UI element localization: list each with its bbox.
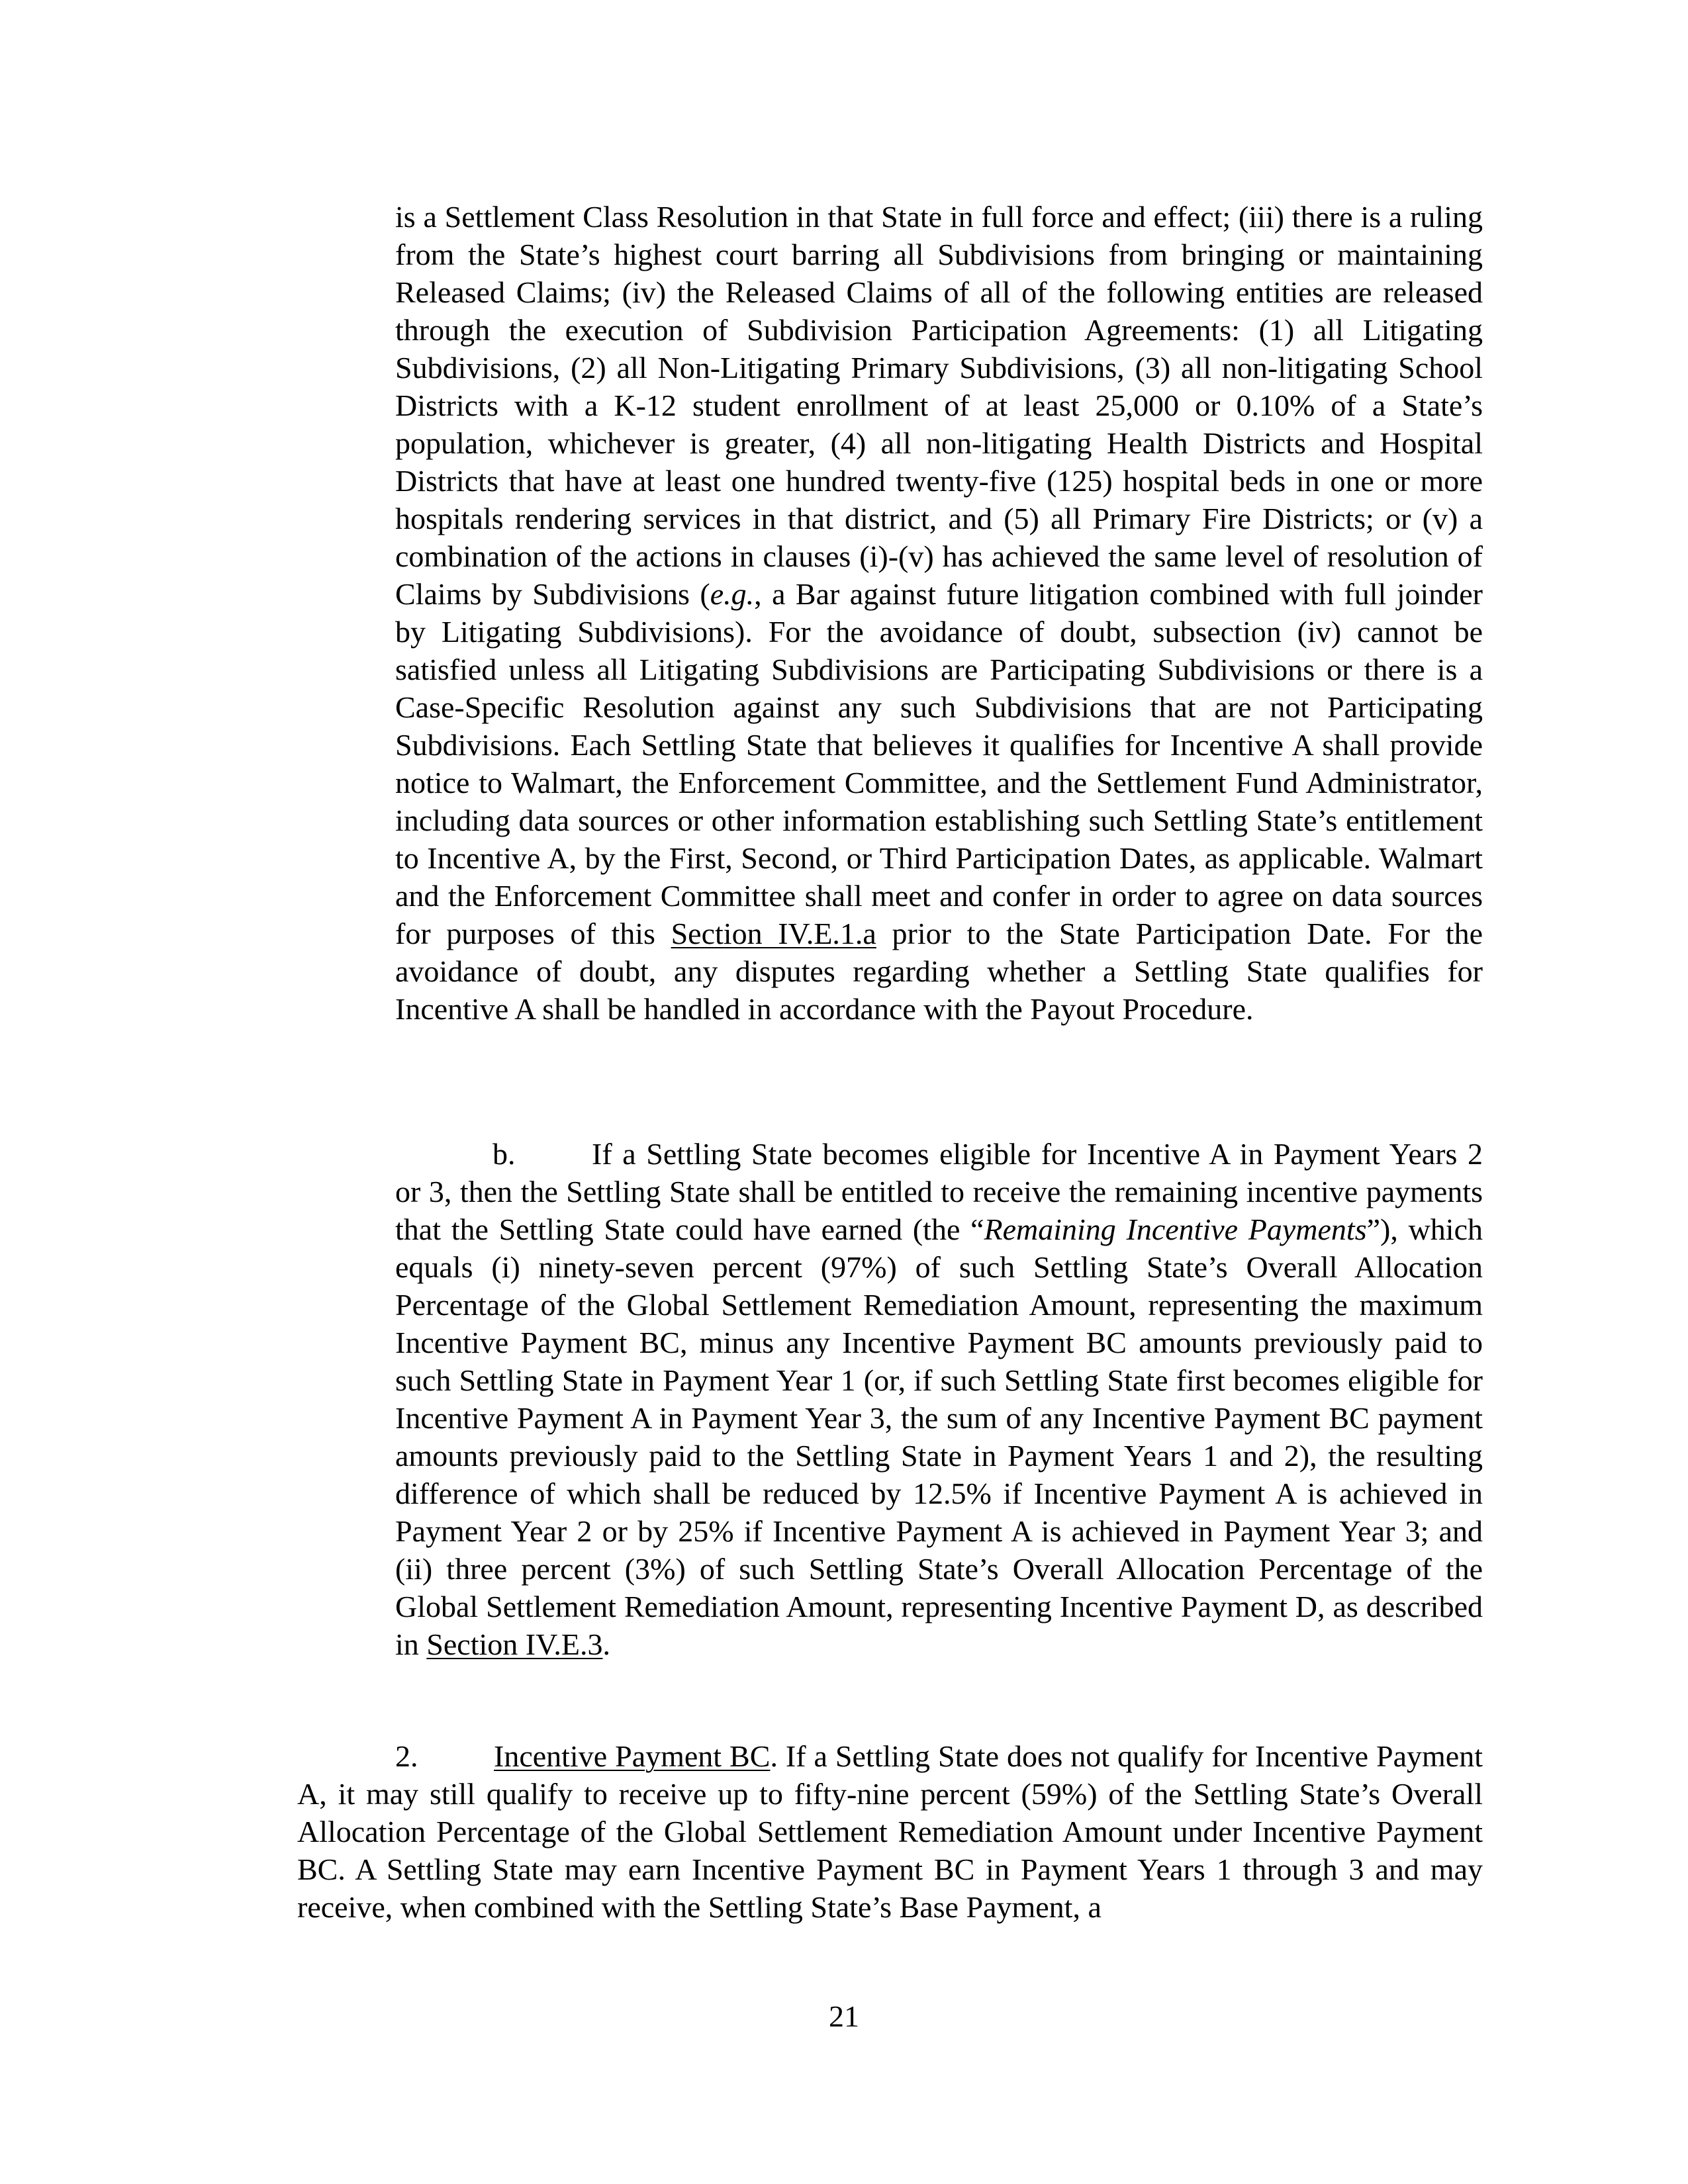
italic-abbreviation: e.g.	[710, 577, 755, 611]
paragraph-text: is a Settlement Class Resolution in that State in full force and effect; (iii) there is a ruling from the State’s highest court barring all Subdivisions from bringing or maintaining Released Claims; (iv) the Released Claims of all of the following entities are released through the execution of Subdivision Participation Agreements: (1) all Litigating Subdivisions, (2) all Non-Litigating Primary Subdivisions, (3) all non-litigating School Districts with a K-12 student enrollment of at least 25,000 or 0.10% of a State’s population, whichever is greater, (4) all non-litigating Health Districts and Hospital Districts that have at least one hundred twenty-five (125) hospital beds in one or more hospitals rendering services in that district, and (5) all Primary Fire Districts; or (v) a combination of the actions in clauses (i)-(v) has achieved the same level of resolution of Claims by Subdivisions (	[395, 200, 1483, 611]
paragraph-label: 2.	[395, 1739, 418, 1773]
page-number: 21	[829, 1999, 859, 2033]
paragraph-text: , a Bar against future litigation combined with full joinder by Litigating Subdivisions). For the avoidance of doubt, subsection (iv) cannot be satisfied unless all Litigating Subdivisions are Participating Subdivisions or there is a Case-Specific Resolution against any such Subdivisions that are not Participating Subdivisions. Each Settling State that believes it qualifies for Incentive A shall provide notice to Walmart, the Enforcement Committee, and the Settlement Fund Administrator, including data sources or other information establishing such Settling State’s entitlement to Incentive A, by the First, Second, or Third Participation Dates, as applicable. Walmart and the Enforcement Committee shall meet and confer in order to agree on data sources for purposes of this	[395, 577, 1483, 950]
paragraph-b-remaining-incentive	[395, 1135, 1483, 1663]
paragraph-text: prior to the State Participation Date. For the avoidance of doubt, any disputes regarding whether a Settling State qualifies for Incentive A shall be handled in accordance with the Payout Procedure.	[395, 917, 1483, 1026]
paragraph-text: .	[602, 1627, 610, 1661]
paragraph-incentive-a-continued	[395, 198, 1483, 1028]
paragraph-text: If a Settling State becomes eligible for Incentive A in Payment Years 2 or 3, then the Settling State shall be entitled to receive the remaining incentive payments that the Settling State could have earned (the “	[395, 1137, 1483, 1246]
section-reference: Section IV.E.1.a	[671, 917, 876, 950]
paragraph-label: b.	[492, 1137, 516, 1171]
paragraph-text: ”), which equals (i) ninety-seven percent (97%) of such Settling State’s Overall Allocation Percentage of the Global Settlement Remediation Amount, representing the maximum Incentive Payment BC, minus any Incentive Payment BC amounts previously paid to such Settling State in Payment Year 1 (or, if such Settling State first becomes eligible for Incentive Payment A in Payment Year 3, the sum of any Incentive Payment BC payment amounts previously paid to the Settling State in Payment Years 1 and 2), the resulting difference of which shall be reduced by 12.5% if Incentive Payment A is achieved in Payment Year 2 or by 25% if Incentive Payment A is achieved in Payment Year 3; and (ii) three percent (3%) of such Settling State’s Overall Allocation Percentage of the Global Settlement Remediation Amount, representing Incentive Payment D, as described in	[395, 1212, 1483, 1661]
section-heading: Incentive Payment BC	[494, 1739, 771, 1773]
defined-term: Remaining Incentive Payments	[984, 1212, 1367, 1246]
paragraph-text: . If a Settling State does not qualify for Incentive Payment A, it may still qualify to receive up to fifty-nine percent (59%) of the Settling State’s Overall Allocation Percentage of the Global Settlement Remediation Amount under Incentive Payment BC. A Settling State may earn Incentive Payment BC in Payment Years 1 through 3 and may receive, when combined with the Settling State’s Base Payment, a	[297, 1739, 1483, 1924]
section-reference: Section IV.E.3	[426, 1627, 603, 1661]
paragraph-2-incentive-payment-bc	[297, 1737, 1483, 1926]
